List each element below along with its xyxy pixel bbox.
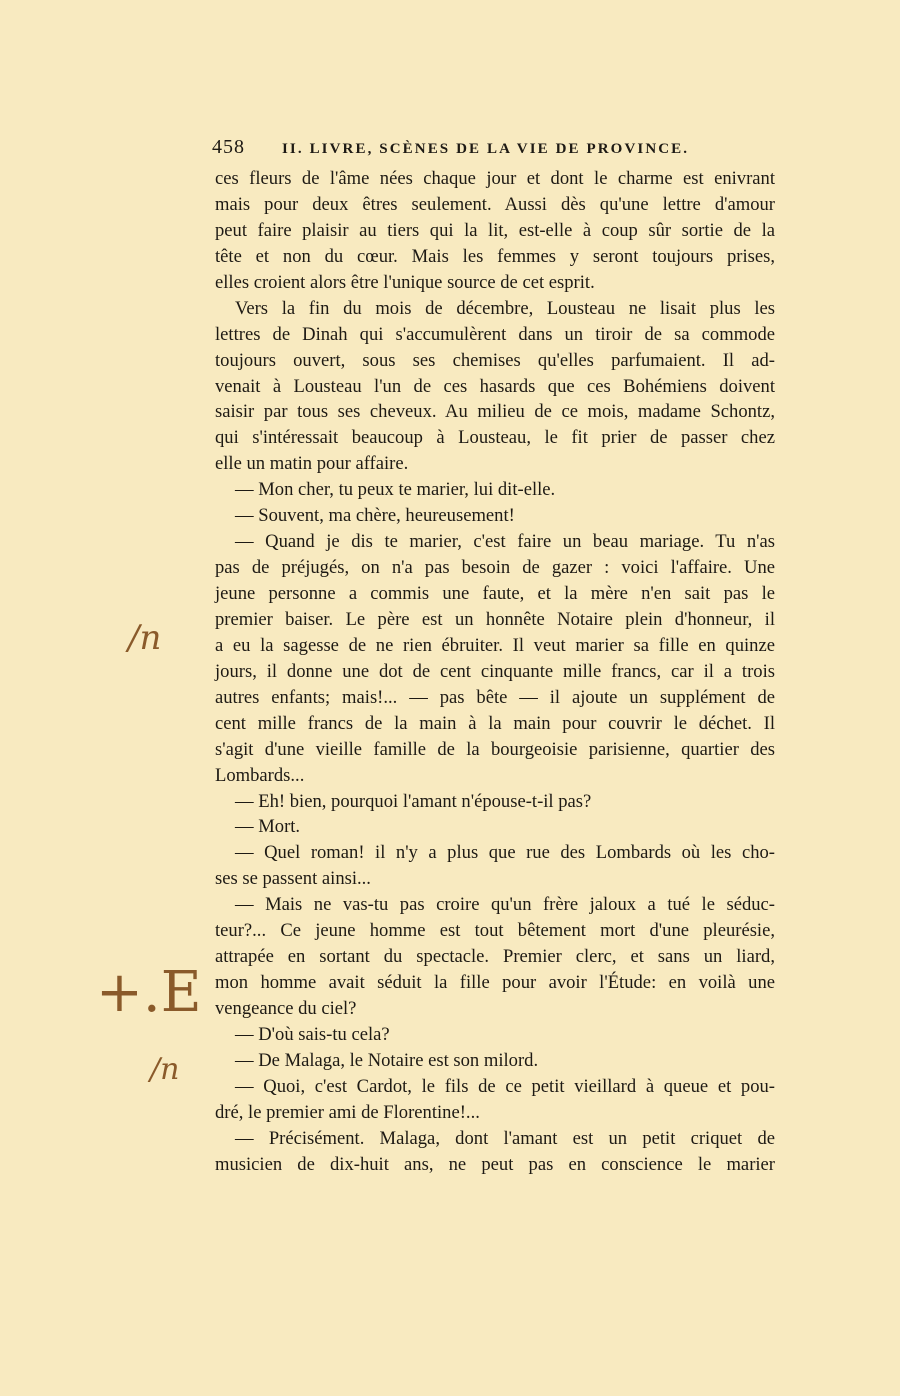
text-line: elles croient alors être l'unique source de cet esprit. (215, 271, 595, 293)
text-line: lettres de Dinah qui s'accumulèrent dans un tiroir de sa commode (215, 323, 775, 345)
text-line: venait à Lousteau l'un de ces hasards que ces Bohémiens doivent (215, 375, 775, 397)
text-line: musicien de dix-huit ans, ne peut pas en conscience le marier (215, 1153, 775, 1175)
text-line: attrapée en sortant du spectacle. Premier clerc, et sans un liard, (215, 946, 775, 968)
text-line: — Mort. (235, 816, 301, 838)
text-line: ces fleurs de l'âme nées chaque jour et dont le charme est enivrant (215, 168, 775, 189)
text-line: dré, le premier ami de Florentine!... (215, 1101, 480, 1123)
text-line: cent mille francs de la main à la main pour couvrir le déchet. Il (215, 712, 775, 734)
text-line: teur?... Ce jeune homme est tout bêtement mort d'une pleurésie, (215, 920, 775, 942)
text-line: vengeance du ciel? (215, 998, 357, 1019)
text-line: a eu la sagesse de ne rien ébruiter. Il veut marier sa fille en quinze (215, 634, 775, 656)
text-line: Lombards... (215, 764, 305, 786)
running-title: II. LIVRE, SCÈNES DE LA VIE DE PROVINCE. (282, 141, 690, 157)
text-line: autres enfants; mais!... — pas bête — il ajoute un supplément de (215, 686, 775, 708)
text-line: — Mon cher, tu peux te marier, lui dit-elle. (235, 479, 556, 501)
text-line: toujours ouvert, sous ses chemises qu'elles parfumaient. Il ad- (215, 349, 775, 371)
text-line: saisir par tous ses cheveux. Au milieu de ce mois, madame Schontz, (215, 401, 775, 423)
text-line: s'agit d'une vieille famille de la bourgeoisie parisienne, quartier des (215, 738, 775, 760)
text-line: — Mais ne vas-tu pas croire qu'un frère jaloux a tué le séduc- (235, 894, 775, 916)
text-line: premier baiser. Le père est un honnête Notaire plein d'honneur, il (215, 608, 775, 630)
page-header (212, 136, 772, 162)
text-line: peut faire plaisir au tiers qui la lit, est-elle à coup sûr sortie de la (215, 219, 775, 241)
text-line: — Précisément. Malaga, dont l'amant est un petit criquet de (235, 1127, 775, 1149)
text-line: — Quoi, c'est Cardot, le fils de ce petit vieillard à queue et pou- (235, 1075, 775, 1097)
text-line: — De Malaga, le Notaire est son milord. (235, 1049, 539, 1071)
body-text (215, 166, 775, 1178)
text-line: — D'où sais-tu cela? (235, 1023, 390, 1045)
text-line: jeune personne a commis une faute, et la mère n'en sait pas le (215, 583, 775, 604)
text-line: mon homme avait séduit la fille pour avoir l'Étude: en voilà une (215, 972, 775, 994)
text-line: — Eh! bien, pourquoi l'amant n'épouse-t-il pas? (235, 790, 592, 812)
text-line: — Souvent, ma chère, heureusement! (235, 505, 515, 527)
page-number: 458 (212, 136, 245, 158)
text-line: jours, il donne une dot de cent cinquante mille francs, car il a trois (215, 660, 775, 682)
text-line: qui s'intéressait beaucoup à Lousteau, le fit prier de passer chez (215, 427, 775, 449)
text-line: pas de préjugés, on n'a pas besoin de gazer : voici l'affaire. Une (215, 557, 775, 579)
text-line: elle un matin pour affaire. (215, 453, 409, 475)
margin-note: +.E (96, 960, 202, 1025)
text-line: mais pour deux êtres seulement. Aussi dès qu'une lettre d'amour (215, 193, 775, 215)
text-line: tête et non du cœur. Mais les femmes y seront toujours prises, (215, 245, 775, 267)
text-line: Vers la fin du mois de décembre, Lousteau ne lisait plus les (235, 297, 775, 319)
text-line: — Quand je dis te marier, c'est faire un beau mariage. Tu n'as (235, 531, 775, 553)
text-line: ses se passent ainsi... (215, 868, 371, 890)
text-line: — Quel roman! il n'y a plus que rue des Lombards où les cho- (235, 842, 775, 864)
margin-note: /n (128, 618, 162, 658)
margin-note: /n (150, 1052, 180, 1087)
